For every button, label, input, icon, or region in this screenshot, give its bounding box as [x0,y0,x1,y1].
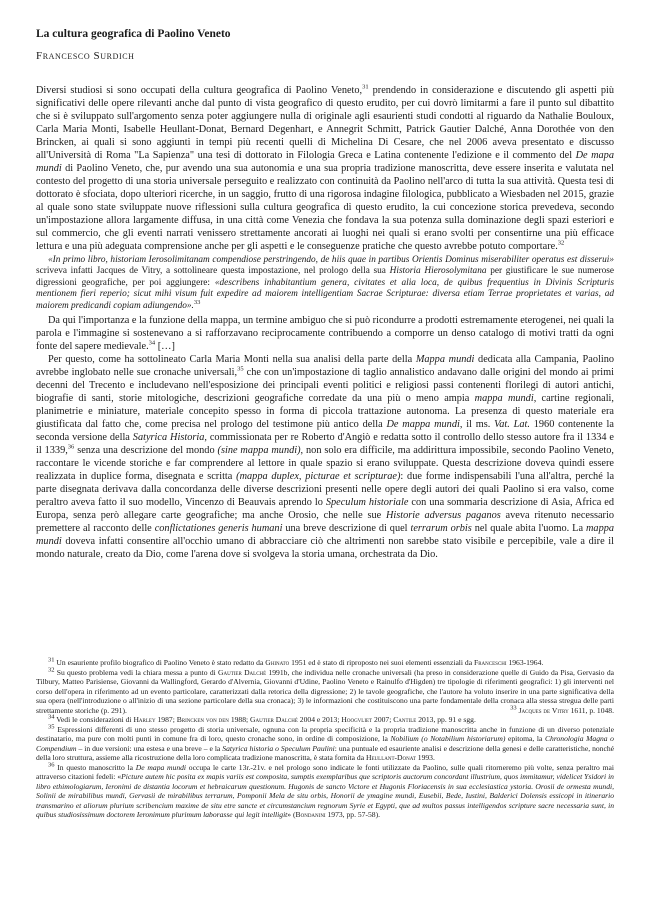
footnote-ref-32[interactable]: 32 [557,239,565,247]
footnote-36: $^{36}$ In questo manoscritto la De mapa mundi occupa le carte 13r.-21v. e nel prologo sono indicate le fonti utilizzate da Paolino, sulle quali ritorneremo più volte, senza peraltro mai attraverso citazioni fedeli: «Picture autem hic posita ex mapis variis est composita, sumptis exemplaribus que scriptoris auctorum concordant illustrium, quos immitamur, videlicet Ysidori in libro ethimologiarum, Ieronimi de distantia locorum et hebraicarum questionum. Hugonis de sancto Victore et Hugonis Floriacensis in sua ecclesiastica ystoria. Orosii de ormesta mundi, Solinii de mirabilibus mundi, Gervasii de mirabilibus terrarum, Pomponii Mela de situ orbis, Honorii de ymagine mundi, Eusebii, Bede, Iustini, Balderici Dolensis essicopi in itinerario transmarino et aliorum plurium scribencium maxime de situ etre sancte et circumstancium regnorum Syrie et Egypti, que ad multos passus intelligendos scripture sacre necessaria sunt, in quibus studiosissimum doctorem Ieronimum plurimum laborasse qui legit intelligit» (Bondanini 1973, pp. 57-58). [36,760,614,819]
quote-paragraph: «In primo libro, historiam Ierosolimitanam compendiose perstringendo, de hiis quae in partibus Orientis Dominus miserabiliter operatus est disserui» scriveva infatti Jacques de Vitry, a sottolineare questa impostazione, nel prologo della sua Historia Hierosolymitana per giustificare le sue numerose digressioni geografiche, per poi aggiungere: «describens inhabitantium genera, civitates et alia loca, de quibus frequentius in Divinis Scripturis mentionem fieri reperio; sicut mihi visum fuit expedire ad maiorem intelligentiam Sacrae Scripturae: diversa etiam Terrae proprietates et varias, ad maiorem predicandi copiam adiungendo».$^{33}$ [36,255,615,311]
footnotes [36,658,614,820]
footnote-32: $^{32}$ Su questo problema vedi la chiara messa a punto di Gautier Dalché 1991b, che individua nelle cronache universali (ha preso in considerazione quelle di Guido da Pisa, Gervasio da Tilbury, Matteo Parisiense, Giovanni da Wallingford, Gerardo d'Alvernia, Giovanni d'Udine, Paolino Veneto e Rainulfo d'Higden) tre tipologie di riferimenti geografici: 1) gli interventi nel corso dell'opera in riferimento ad un evento particolare, caratterizzati dalla retorica della digressione; 2) le tavole geografiche, che l'autore ha voluto inserire in una parte significativa della sua opera (nell'introduzione o all'inizio di una sezione particolare della sua cronaca); 3) le informazioni che costituiscono una parte fondamentale della cronaca alla stessa stregua delle parti strettamente storiche (p. 291). $^{33}$ Jacques de Vitry 1611, p. 1048. [36,665,614,715]
article-body [36,84,614,561]
footnote-ref-31[interactable]: 31 [362,83,369,91]
footnote-ref-36[interactable]: 36 [67,443,75,451]
paragraph-1: Diversi studiosi si sono occupati della cultura geografica di Paolino Veneto,$^{31}$ prendendo in considerazione e discutendo gli aspetti più significativi delle opere rilevanti anche dal punto di vista geografico di questo erudito, per cui dovrò limitarmi a fare il punto sul dibattito che si è sviluppato sull'argomento senza poter aggiungere nulla di originale agli esaurienti studi condotti al riguardo da Nathalie Bouloux, Carla Maria Monti, Isabelle Heullant-Donat, Bernard Degenhart, e Annegrit Schmitt, Patrick Gautier Dalché, Anna Dorothée von den Brincken, ai quali si sono aggiunti in tempi più recenti quelli di Michelina Di Cesare, che nel 2006 aveva presentato e discusso all'Università di Roma "La Sapienza" una tesi di dottorato in Filologia Greca e Latina contenente l'edizione e il commento del De mapa mundi di Paolino Veneto, che, pur avendo una sua autonomia e una sua propria tradizione manoscritta, deve essere inserita e valutata nel contesto del progetto di una storia universale perseguito e realizzato con continuità da Paolino nell'arco di tutta la sua attività. Questa tesi di dottorato è sfociata, dopo ulteriori ricerche, in un saggio, frutto di una rigorosa indagine filologica, pubblicato a Wiesbaden nel 2015, grazie al quale sono state sviluppate nuove riflessioni sulla cultura geografica di questo erudito, la cui concezione storica prevedeva, secondo un'impostazione allora largamente diffusa, in una città come Venezia che fondava la sua potenza sulla dominazione degli spazi esteriori e sul commercio, che gli eventi narrati venissero strettamente ancorati ai luoghi nei quali si erano svolti per consentirne una più efficace lettura e una più adeguata comprensione anche per gli aspetti e le conseguenze pratiche che questo avrebbe potuto comportare.$^{32}$ [36,83,614,252]
footnote-ref-34[interactable]: 34 [148,339,156,347]
paragraph-2: Da qui l'importanza e la funzione della mappa, un termine ambiguo che si può ricondurre a prodotti estremamente eterogenei, nei quali la parola e l'immagine si sostenevano a si rafforzavano reciprocamente contribuendo a comporre un denso catalogo di motivi tratti da ogni fonte del sapere medievale.$^{34}$ […] [36,315,614,353]
article-title: La cultura geografica di Paolino Veneto [36,28,231,40]
article-author: Francesco Surdich [36,50,135,62]
paragraph-3: Per questo, come ha sottolineato Carla Maria Monti nella sua analisi della parte della Mappa mundi dedicata alla Campania, Paolino avrebbe inglobato nelle sue cronache universali,$^{35}$ che con un'impostazione di taglio annalistico andavano dalle origini del mondo ai primi decenni del Trecento e includevano nell'esposizione dei principali eventi politici e religiosi passi contenenti florilegi di autori antichi, biografie di santi, storie mitologiche, descrizioni geografiche corredate da una più o meno ampia mappa mundi, cartine regionali, planimetrie e miniature, materiale concepito spesso in forma di piccola trattazione autonoma. La presenza di questo materiale era giustificata dal fatto che, come precisa nel prologo del testimone più antico della De mappa mundi, il ms. Vat. Lat. 1960 contenente la seconda versione della Satyrica Historia, commissionata per re Roberto d'Angiò e redatta sotto il controllo dello stesso autore fra il 1334 e il 1339,36 senza una descrizione del mondo (sine mappa mundi), non solo era difficile, ma addirittura impossibile, secondo Paolino Veneto, raccontare le vicende storiche e far comprendere al lettore in quale spazio si erano sviluppate. Questa descrizione doveva quindi essere realizzata in duplice forma, disegnata e scritta (mappa duplex, picturae et scripturae): due forme indispensabili l'una all'altra, perché la parte disegnata derivava dalla concordanza delle diverse descrizioni presenti nelle opere degli autori dei quali Paolino si era valso, come peraltro aveva fatto il suo modello, Vincenzo di Beauvais aprendo lo Speculum historiale con una sommaria descrizione di Asia, Africa ed Europa, senza però allegare carte geografiche; ma anche Orosio, che nelle sue Historie adversus paganos aveva ritenuto necessario premettere al racconto delle conflictationes generis humani una breve descrizione di quel terrarum orbis nel quale abita l'uomo. La mappa mundi doveva infatti consentire all'occhio umano di abbracciare ciò che altrimenti non sarebbe stato visibile e percepibile, vale a dire il mondo naturale, creato da Dio, come l'arena dove si svolgeva la storia umana, orchestrata da Dio. [36,354,615,561]
footnote-34: $^{34}$ Vedi le considerazioni di Harley 1987; Brincken von den 1988; Gautier Dalché 2004 e 2013; Hoogvliet 2007; Cantile 2013, pp. 91 e sgg. [48,713,476,724]
footnote-ref-35[interactable]: 35 [237,365,244,373]
article-page [36,28,614,561]
footnote-ref-33[interactable]: 33 [193,298,201,306]
footnote-35: $^{35}$ Espressioni differenti di uno stesso progetto di storia universale, ognuna con la propria specificità e la propria tradizione manoscritta anche in funzione di un diverso potenziale destinatario, ma pure con molti punti in comune fra di loro, questo cronache sono, in ordine di composizione, la Nobilium (o Notabilium historiarum) epitoma, la Chronologia Magna o Compendium – in due versioni: una estesa e una breve – e la Satyrica historia o Speculum Paulini: una puntuale ed esauriente analisi e descrizione della genesi e delle caratteristiche, nonché della loro struttura, assieme alla ricostruzione della loro complicata tradizione manoscritta, è stata fornita da Heullant-Donat 1993. [36,722,614,762]
footnote-31: $^{31}$ Un esauriente profilo biografico di Paolino Veneto è stato redatto da Ghinato 1951 ed è stato di riproposto nei suoi elementi essenziali da Franceschi 1963-1964. [48,656,544,667]
